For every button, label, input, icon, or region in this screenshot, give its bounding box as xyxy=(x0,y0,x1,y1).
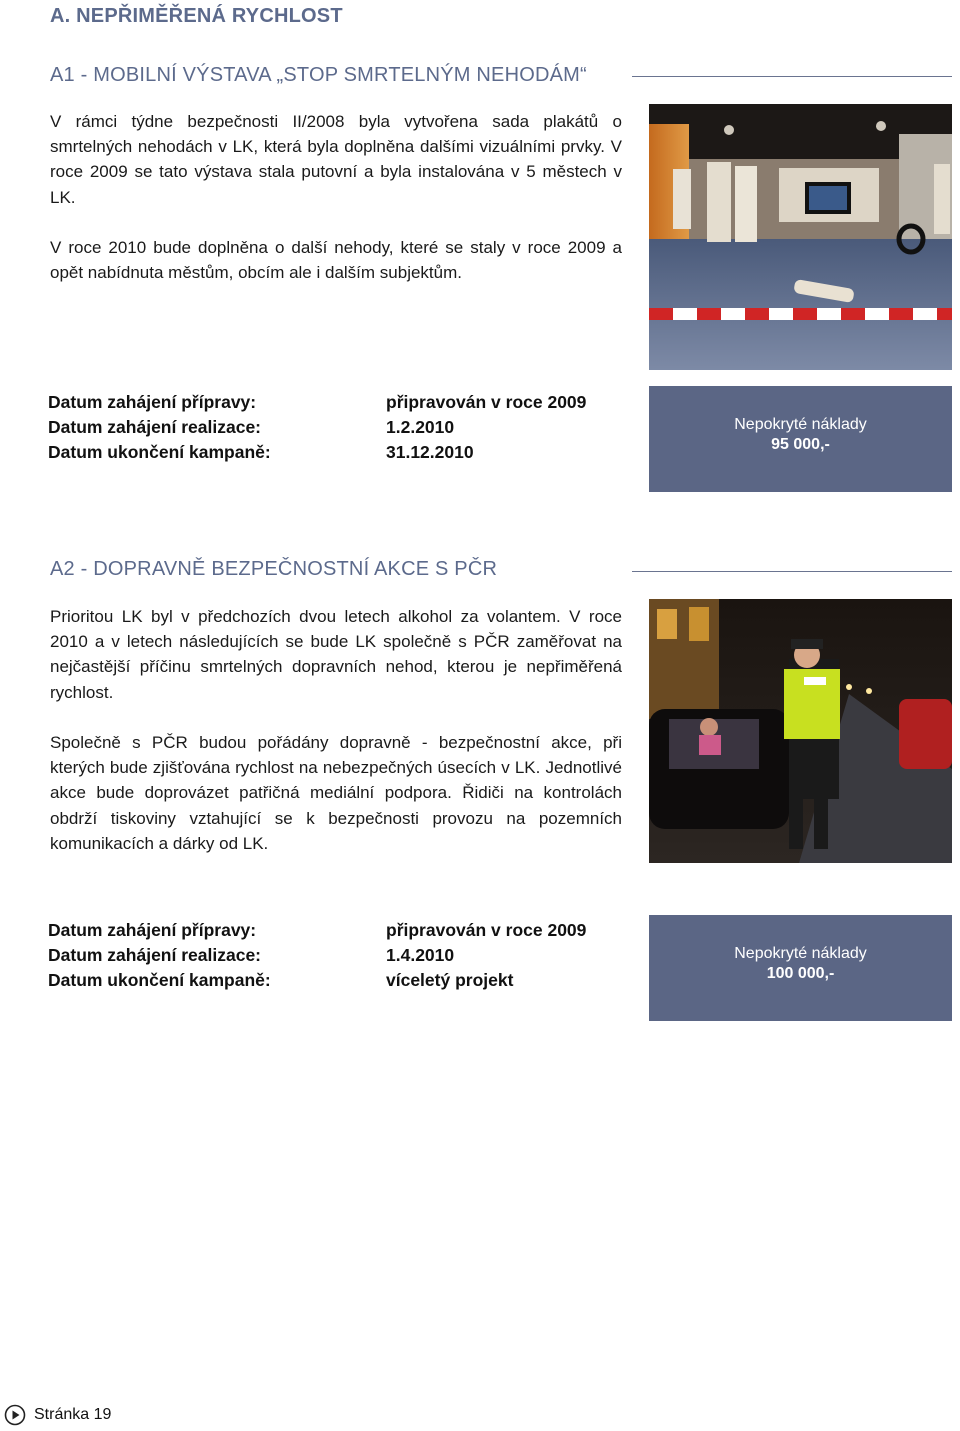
paragraph-a2-2: Společně s PČR budou pořádány dopravně - bezpečnostní akce, při kterých bude zjišťována rychlost na nebezpečných úsecích v LK. Jednotlivé akce bude doprovázet patřičná mediální podpora. Řidiči na kontrolách obdrží tiskoviny vztahující se k bezpečnosti provozu na pozemních komunikacích a dárky od LK. xyxy=(50,733,622,853)
date-value: víceletý projekt xyxy=(386,970,514,990)
date-value: 1.4.2010 xyxy=(386,945,455,965)
dates-block-a2 xyxy=(48,920,608,995)
cost-box-a2 xyxy=(649,915,952,1021)
page-number: Stránka 19 xyxy=(34,1406,112,1423)
date-row-end xyxy=(48,970,608,995)
date-value: připravován v roce 2009 xyxy=(386,392,587,412)
date-row-preparation xyxy=(48,920,608,945)
exhibition-photo xyxy=(649,104,952,370)
cost-amount: 100 000,- xyxy=(766,965,835,982)
section-rule-a2 xyxy=(632,571,952,572)
section-rule-a1 xyxy=(632,76,952,77)
date-label: Datum ukončení kampaně: xyxy=(48,442,271,462)
dates-block-a1 xyxy=(48,392,608,467)
paragraph-a2-1: Prioritou LK byl v předchozích dvou letech alkohol za volantem. V roce 2010 a v letech následujících se bude LK společně s PČR zaměřovat na nejčastější příčinu smrtelných dopravních nehod, kterou je nepřiměřená rychlost. xyxy=(50,607,622,702)
date-row-preparation xyxy=(48,392,608,417)
cost-label: Nepokryté náklady xyxy=(734,416,867,433)
play-circle-icon xyxy=(4,1404,26,1426)
date-value: připravován v roce 2009 xyxy=(386,920,587,940)
police-check-photo xyxy=(649,599,952,863)
date-row-realization xyxy=(48,417,608,442)
date-label: Datum ukončení kampaně: xyxy=(48,970,271,990)
date-label: Datum zahájení přípravy: xyxy=(48,920,257,940)
page-footer xyxy=(4,1404,111,1426)
date-row-realization xyxy=(48,945,608,970)
date-row-end xyxy=(48,442,608,467)
date-value: 31.12.2010 xyxy=(386,442,474,462)
paragraph-a1-1: V rámci týdne bezpečnosti II/2008 byla vytvořena sada plakátů o smrtelných nehodách v LK, která byla doplněna dalšími vizuálními prvky. V roce 2009 se tato výstava stala putovní a byla instalována v 5 městech v LK. xyxy=(50,112,622,207)
section-title-a2: A2 - DOPRAVNĚ BEZPEČNOSTNÍ AKCE S PČR xyxy=(50,558,498,580)
chapter-title: A. NEPŘIMĚŘENÁ RYCHLOST xyxy=(50,5,343,27)
date-label: Datum zahájení realizace: xyxy=(48,945,261,965)
section-title-a1: A1 - MOBILNÍ VÝSTAVA „STOP SMRTELNÝM NEHODÁM“ xyxy=(50,64,587,86)
cost-box-a1 xyxy=(649,386,952,492)
date-label: Datum zahájení realizace: xyxy=(48,417,261,437)
cost-label: Nepokryté náklady xyxy=(734,945,867,962)
cost-amount: 95 000,- xyxy=(771,436,830,453)
paragraph-a1-2: V roce 2010 bude doplněna o další nehody, které se staly v roce 2009 a opět nabídnuta městům, obcím ale i dalším subjektům. xyxy=(50,238,622,283)
date-label: Datum zahájení přípravy: xyxy=(48,392,257,412)
date-value: 1.2.2010 xyxy=(386,417,455,437)
